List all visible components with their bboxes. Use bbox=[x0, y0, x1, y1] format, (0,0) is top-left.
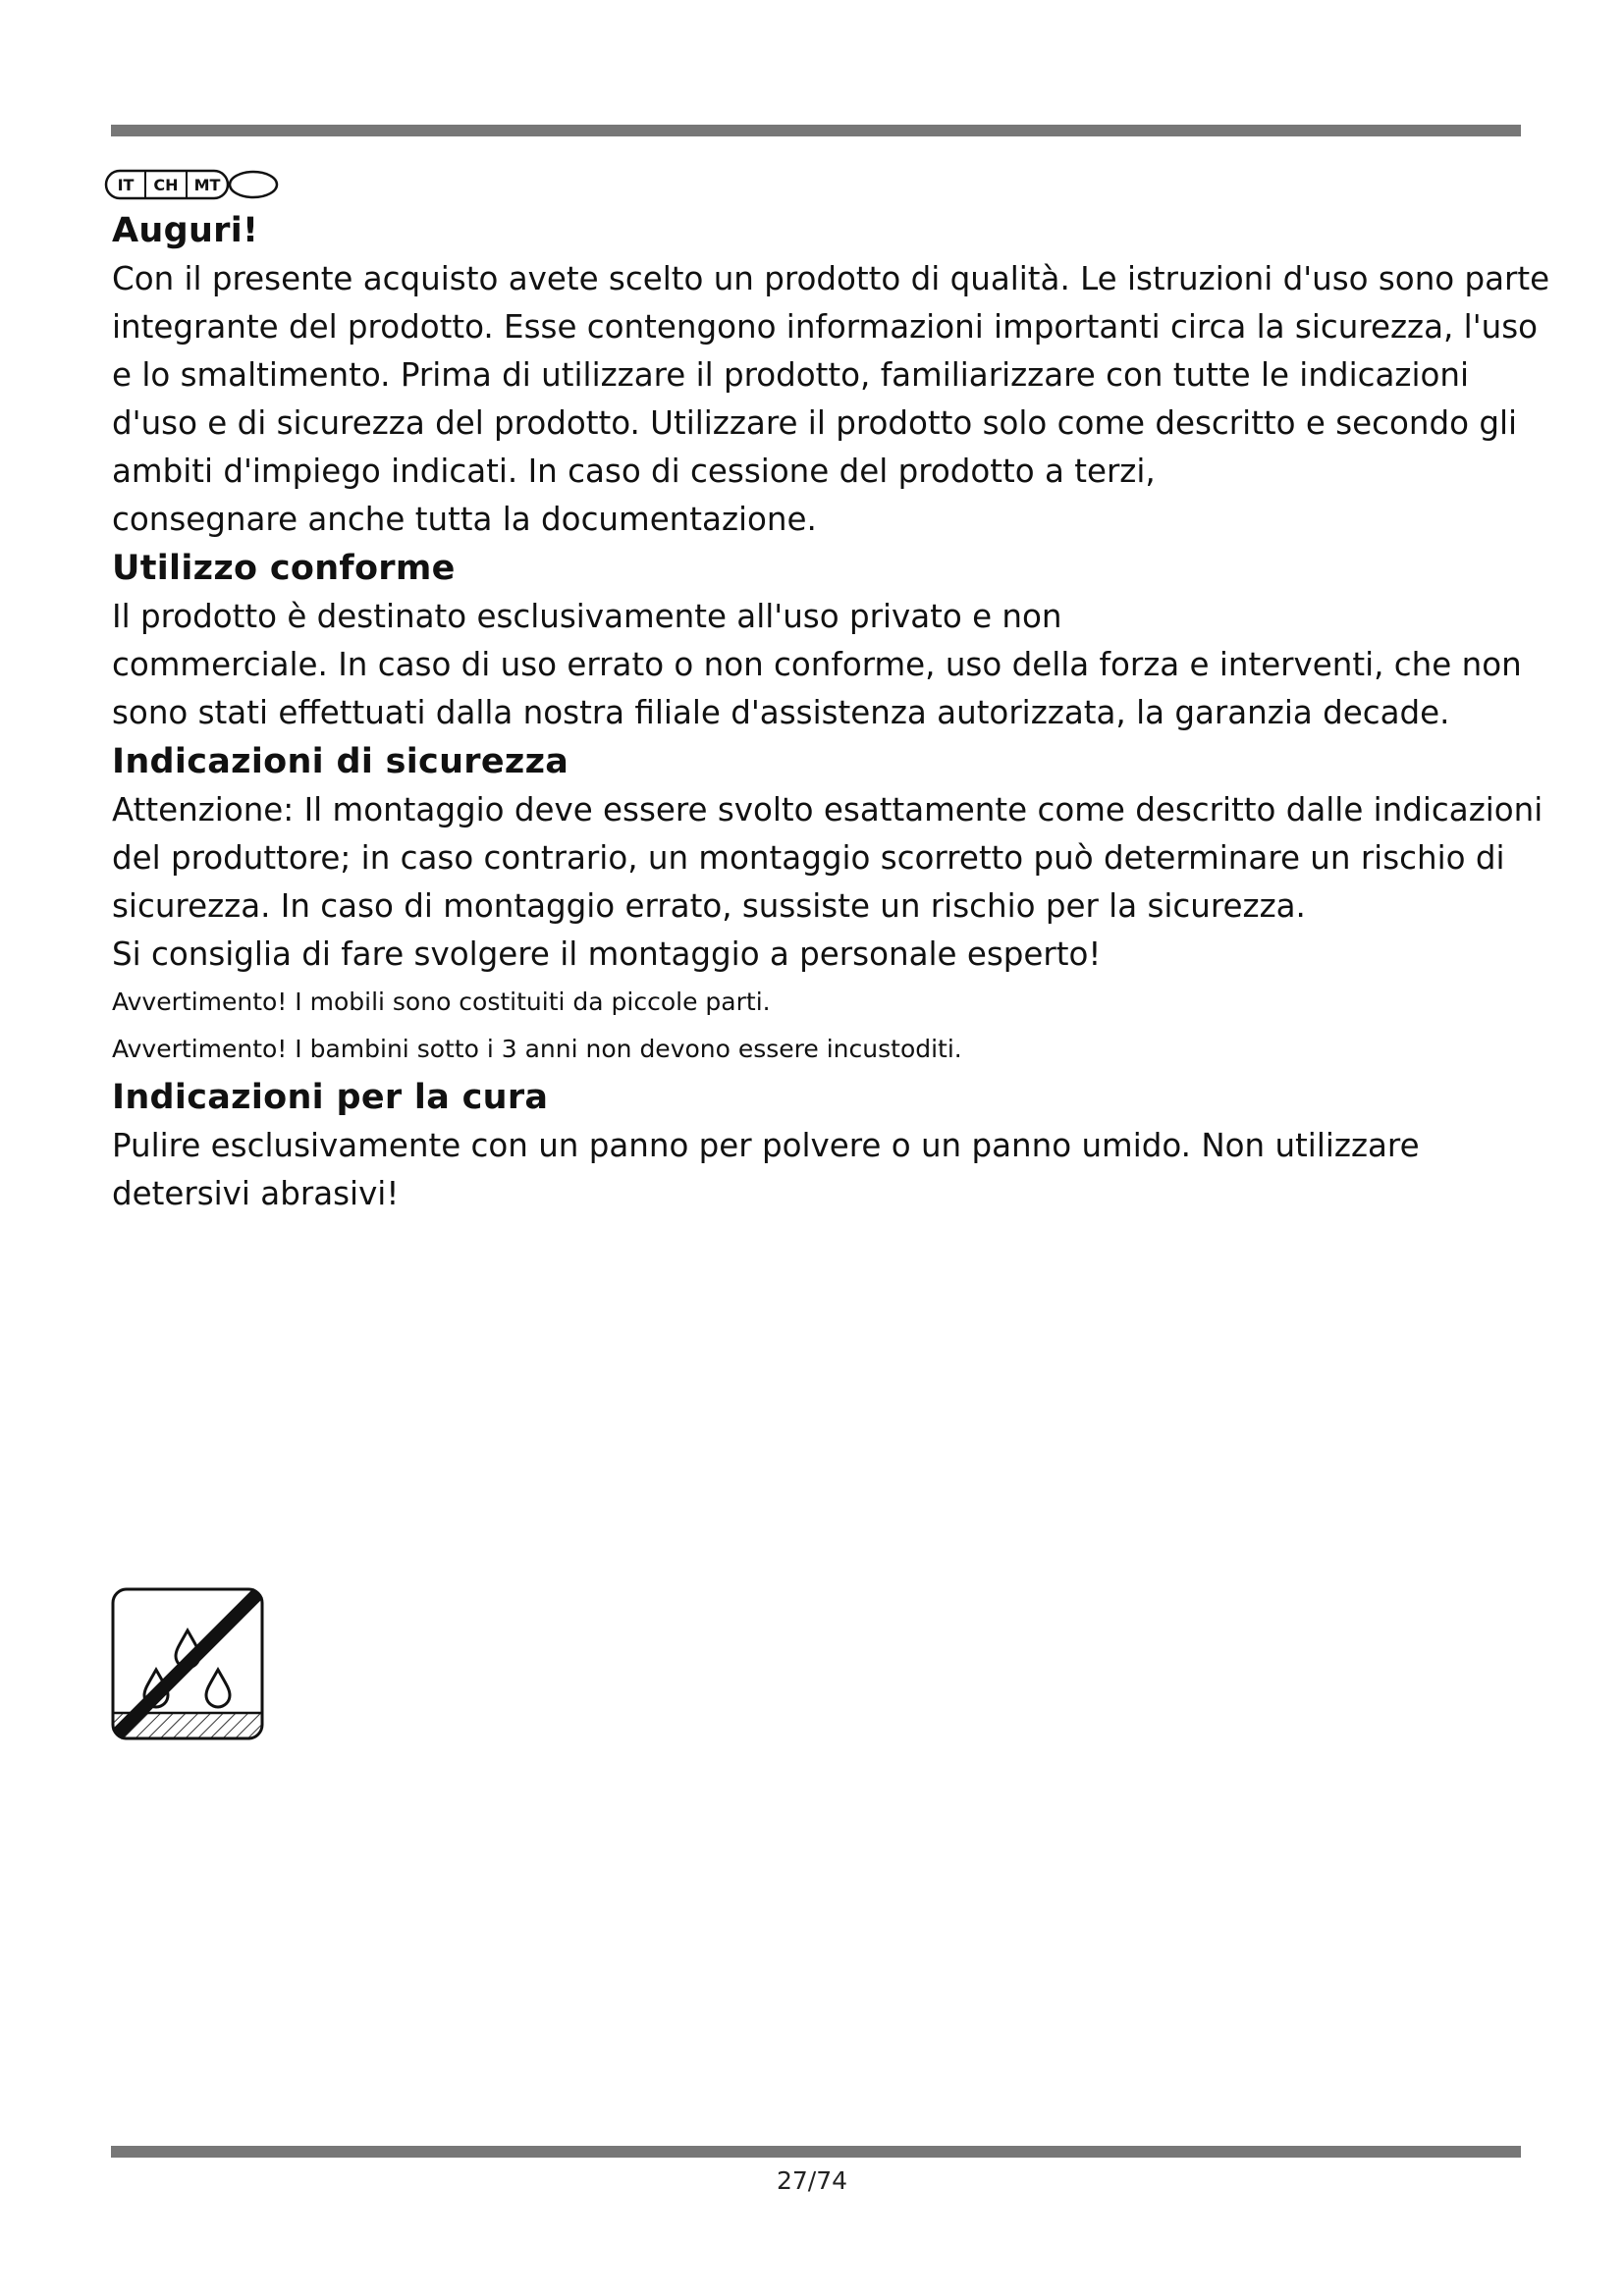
text-line: e lo smaltimento. Prima di utilizzare il prodotto, familiarizzare con tutte le indicazioni bbox=[112, 356, 1469, 394]
heading-safety: Indicazioni di sicurezza bbox=[112, 742, 569, 781]
text-line: del produttore; in caso contrario, un montaggio scorretto può determinare un rischio di bbox=[112, 839, 1505, 877]
page-number: 27/74 bbox=[776, 2166, 848, 2195]
heading-care: Indicazioni per la cura bbox=[112, 1078, 549, 1117]
text-line: integrante del prodotto. Esse contengono informazioni importanti circa la sicurezza, l'uso bbox=[112, 308, 1539, 346]
heading-congrats: Auguri! bbox=[112, 211, 259, 250]
text-line: Il prodotto è destinato esclusivamente all'uso privato e non bbox=[112, 598, 1062, 635]
text-line: detersivi abrasivi! bbox=[112, 1175, 400, 1212]
text-line: Con il presente acquisto avete scelto un prodotto di qualità. Le istruzioni d'uso sono parte bbox=[112, 260, 1550, 297]
bottom-rule bbox=[111, 2146, 1521, 2158]
badge-it: IT bbox=[117, 176, 135, 194]
section-intended-use bbox=[112, 544, 1526, 737]
no-water-icon bbox=[111, 1587, 264, 1740]
warning-line: Avvertimento! I bambini sotto i 3 anni non devono essere incustoditi. bbox=[112, 1035, 962, 1063]
section-congrats bbox=[112, 206, 1550, 544]
text-line: consegnare anche tutta la documentazione. bbox=[112, 501, 817, 538]
text-line: Attenzione: Il montaggio deve essere svolto esattamente come descritto dalle indicazioni bbox=[112, 791, 1543, 828]
warning-line: Avvertimento! I mobili sono costituiti da piccole parti. bbox=[112, 988, 771, 1016]
text-line: commerciale. In caso di uso errato o non conforme, uso della forza e interventi, che non bbox=[112, 646, 1522, 683]
section-care bbox=[112, 1073, 1526, 1218]
text-line: d'uso e di sicurezza del prodotto. Utilizzare il prodotto solo come descritto e secondo gli bbox=[112, 404, 1518, 442]
text-line: ambiti d'impiego indicati. In caso di cessione del prodotto a terzi, bbox=[112, 453, 1156, 490]
text-line: sicurezza. In caso di montaggio errato, sussiste un rischio per la sicurezza. bbox=[112, 887, 1306, 925]
top-rule bbox=[111, 125, 1521, 136]
text-line: Pulire esclusivamente con un panno per polvere o un panno umido. Non utilizzare bbox=[112, 1127, 1420, 1164]
heading-intended-use: Utilizzo conforme bbox=[112, 549, 456, 588]
badge-ch: CH bbox=[153, 176, 179, 194]
text-line: sono stati effettuati dalla nostra filiale d'assistenza autorizzata, la garanzia decade. bbox=[112, 694, 1450, 731]
document-body bbox=[112, 206, 1550, 1218]
country-badges bbox=[104, 168, 281, 201]
section-safety bbox=[112, 737, 1543, 1073]
text-line: Si consiglia di fare svolgere il montaggio a personale esperto! bbox=[112, 935, 1102, 973]
badge-mt: MT bbox=[193, 176, 221, 194]
badge-empty bbox=[230, 172, 277, 197]
